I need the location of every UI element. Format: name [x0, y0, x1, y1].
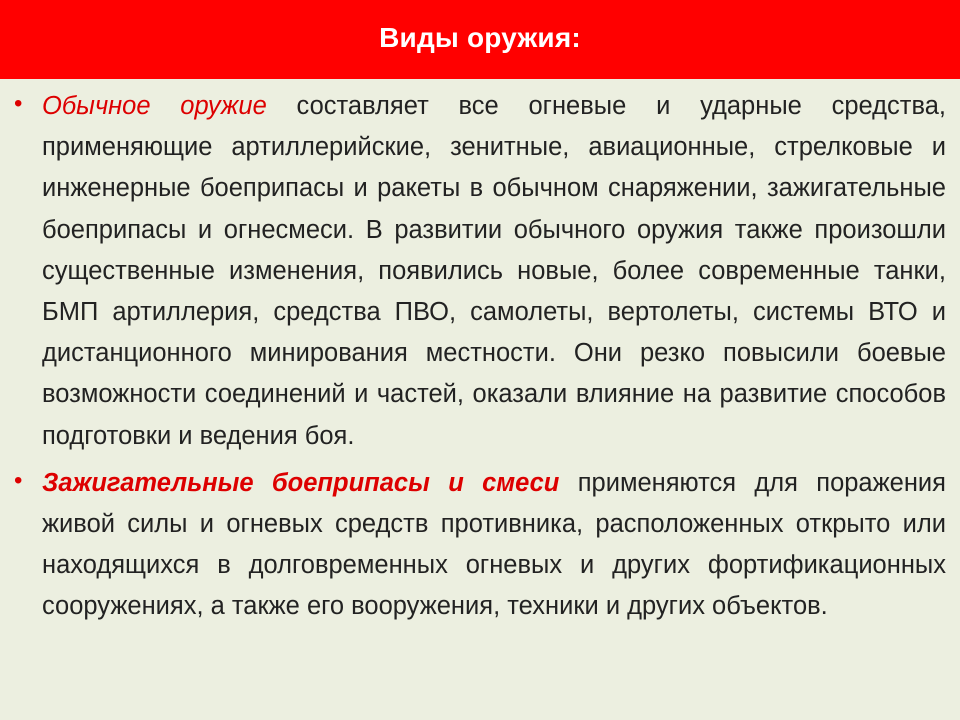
bullet-list: [14, 86, 946, 628]
slide-title: Виды оружия:: [379, 21, 581, 53]
bullet-item-conventional-weapons: [14, 86, 946, 457]
bullet-icon: •: [14, 466, 23, 494]
bullet-text: составляет все огневые и ударные средства, применяющие артиллерийские, зенитные, авиационные, стрелковые и инженерные боеприпасы и ракеты в обычном снаряжении, зажигательные боеприпасы и огнесмеси. В развитии обычного оружия также произошли существенные изменения, появились новые, более современные танки, БМП артиллерия, средства ПВО, самолеты, вертолеты, системы ВТО и дистанционного минирования местности. Они резко повысили боевые возможности соединений и частей, оказали влияние на развитие способов подготовки и ведения боя.: [42, 92, 946, 450]
bullet-text: применяются для поражения живой силы и огневых средств противника, расположенных открыто или находящихся в долговременных огневых и других фортификационных сооружениях, а также его вооружения, техники и других объектов.: [42, 468, 946, 621]
title-bar: [0, 0, 960, 79]
bullet-item-incendiary-munitions: [14, 463, 946, 628]
bullet-icon: •: [14, 90, 23, 117]
bullet-term: Зажигательные боеприпасы и смеси: [42, 468, 560, 497]
bullet-term: Обычное оружие: [42, 92, 267, 120]
